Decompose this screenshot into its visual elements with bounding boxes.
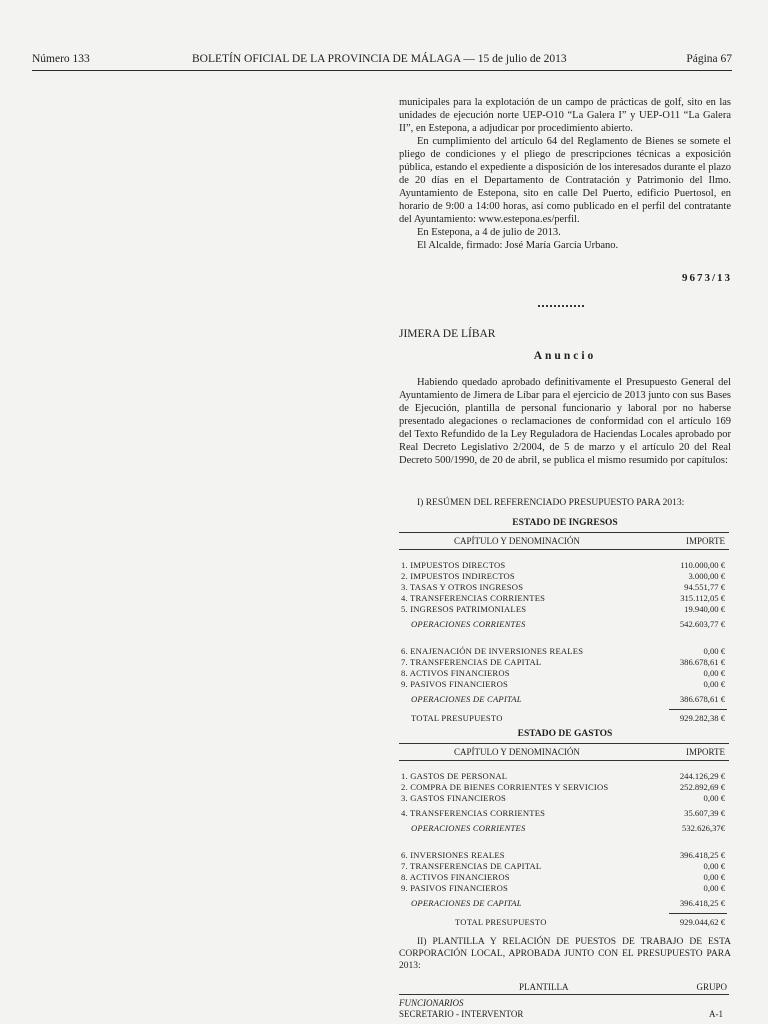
staff-table	[399, 998, 729, 1020]
table-row: 4. TRANSFERENCIAS CORRIENTES 315.112,05 €	[401, 593, 725, 603]
table-row: 8. ACTIVOS FINANCIEROS 0,00 €	[401, 668, 725, 678]
issue-number: Número 133	[32, 53, 90, 65]
paragraph: II) PLANTILLA Y RELACIÓN DE PUESTOS DE TRABAJO DE ESTA CORPORACIÓN LOCAL, APROBADA JUNTO CON EL PRESUPUESTO PARA 2013:	[399, 937, 731, 971]
table-row: 6. ENAJENACIÓN DE INVERSIONES REALES 0,00 €	[401, 646, 725, 656]
staff-position: SECRETARIO - INTERVENTOR	[399, 1009, 524, 1019]
page-number: Página 67	[686, 53, 732, 65]
signature-line: El Alcalde, firmado: José María García Urbano.	[417, 240, 619, 251]
table-row: 9. PASIVOS FINANCIEROS 0,00 €	[401, 679, 725, 689]
bulletin-title: BOLETÍN OFICIAL DE LA PROVINCIA DE MÁLAGA — 15 de julio de 2013	[192, 53, 567, 65]
column-header: PLANTILLA	[519, 982, 569, 992]
top-article	[399, 96, 731, 252]
table-row: 1. GASTOS DE PERSONAL 244.126,29 €	[401, 771, 725, 781]
subtotal-row: OPERACIONES CORRIENTES 542.603,77 €	[411, 619, 725, 629]
total-row: TOTAL PRESUPUESTO 929.282,38 €	[411, 713, 725, 723]
separator	[538, 305, 584, 307]
column-header: IMPORTE	[686, 536, 725, 546]
summary-label: I) RESÚMEN DEL REFERENCIADO PRESUPUESTO PARA 2013:	[417, 498, 685, 508]
header-rule	[32, 70, 732, 71]
table-row: 2. IMPUESTOS INDIRECTOS 3.000,00 €	[401, 571, 725, 581]
table-row: 7. TRANSFERENCIAS DE CAPITAL 386.678,61 €	[401, 657, 725, 667]
column-header: IMPORTE	[686, 747, 725, 757]
table-row: 7. TRANSFERENCIAS DE CAPITAL 0,00 €	[401, 861, 725, 871]
staff-group: A-1	[709, 1009, 723, 1019]
income-title: ESTADO DE INGRESOS	[512, 518, 618, 528]
subtotal-row: OPERACIONES DE CAPITAL 386.678,61 €	[411, 694, 725, 704]
staff-table-header	[399, 982, 729, 995]
reference-number: 9673/13	[681, 272, 732, 284]
expense-table	[399, 743, 729, 928]
staff-category: FUNCIONARIOS	[399, 998, 464, 1008]
paragraph: Habiendo quedado aprobado definitivamente el Presupuesto General del Ayuntamiento de Jimera de Líbar para el ejercicio de 2013 junto con sus Bases de Ejecución, plantilla de personal funcionario y laboral por no haberse presentado alegaciones o reclamaciones de conformidad con el artículo 169 del Texto Refundido de la Ley Reguladora de Haciendas Locales aprobado por Real Decreto Legislativo 2/2004, de 5 de marzo y el artículo 20 del Real Decreto 500/1990, de 20 de abril, se publica el mismo resumido por capítulos:	[399, 377, 731, 466]
table-row: 8. ACTIVOS FINANCIEROS 0,00 €	[401, 872, 725, 882]
table-row: 3. TASAS Y OTROS INGRESOS 94.551,77 €	[401, 582, 725, 592]
announcement-heading: Anuncio	[533, 350, 597, 362]
table-row: 9. PASIVOS FINANCIEROS 0,00 €	[401, 883, 725, 893]
income-table	[399, 532, 729, 724]
column-header: CAPÍTULO Y DENOMINACIÓN	[454, 747, 580, 757]
total-row: TOTAL PRESUPUESTO 929.044,62 €	[455, 917, 725, 927]
date-line: En Estepona, a 4 de julio de 2013.	[417, 227, 561, 238]
table-row: 5. INGRESOS PATRIMONIALES 19.940,00 €	[401, 604, 725, 614]
table-row: 4. TRANSFERENCIAS CORRIENTES 35.607,39 €	[401, 808, 725, 818]
summary-heading	[399, 497, 731, 510]
announcement-body	[399, 376, 731, 467]
subtotal-row: OPERACIONES CORRIENTES 532.626,37€	[411, 823, 725, 833]
expense-title: ESTADO DE GASTOS	[517, 729, 613, 739]
table-row: 2. COMPRA DE BIENES CORRIENTES Y SERVICIOS 252.892,69 €	[401, 782, 725, 792]
column-header: CAPÍTULO Y DENOMINACIÓN	[454, 536, 580, 546]
paragraph: municipales para la explotación de un campo de prácticas de golf, sito en las unidades de ejecución norte UEP-O10 “La Galera I” y UEP-O11 “La Galera II”, en Estepona, a adjudicar por procedimiento abierto.	[399, 97, 731, 134]
section-title: JIMERA DE LÍBAR	[399, 328, 496, 340]
staff-intro	[399, 936, 731, 972]
column-header: GRUPO	[696, 982, 727, 992]
subtotal-row: OPERACIONES DE CAPITAL 396.418,25 €	[411, 898, 725, 908]
paragraph: En cumplimiento del artículo 64 del Reglamento de Bienes se somete el pliego de condiciones y el pliego de prescripciones técnicas a exposición pública, estando el expediente a disposición de los interesados durante el plazo de 20 días en el Departamento de Contratación y Patrimonio del Ilmo. Ayuntamiento de Estepona, sito en calle Del Puerto, edificio Puertosol, en horario de 9:00 a 14:00 horas, así como publicado en el perfil del contratante del Ayuntamiento: www.estepona.es/perfil.	[399, 136, 731, 225]
table-row: 3. GASTOS FINANCIEROS 0,00 €	[401, 793, 725, 803]
table-header	[399, 532, 729, 550]
table-row	[399, 1009, 729, 1020]
table-row: 1. IMPUESTOS DIRECTOS 110.000,00 €	[401, 560, 725, 570]
table-header	[399, 743, 729, 761]
table-row: 6. INVERSIONES REALES 396.418,25 €	[401, 850, 725, 860]
